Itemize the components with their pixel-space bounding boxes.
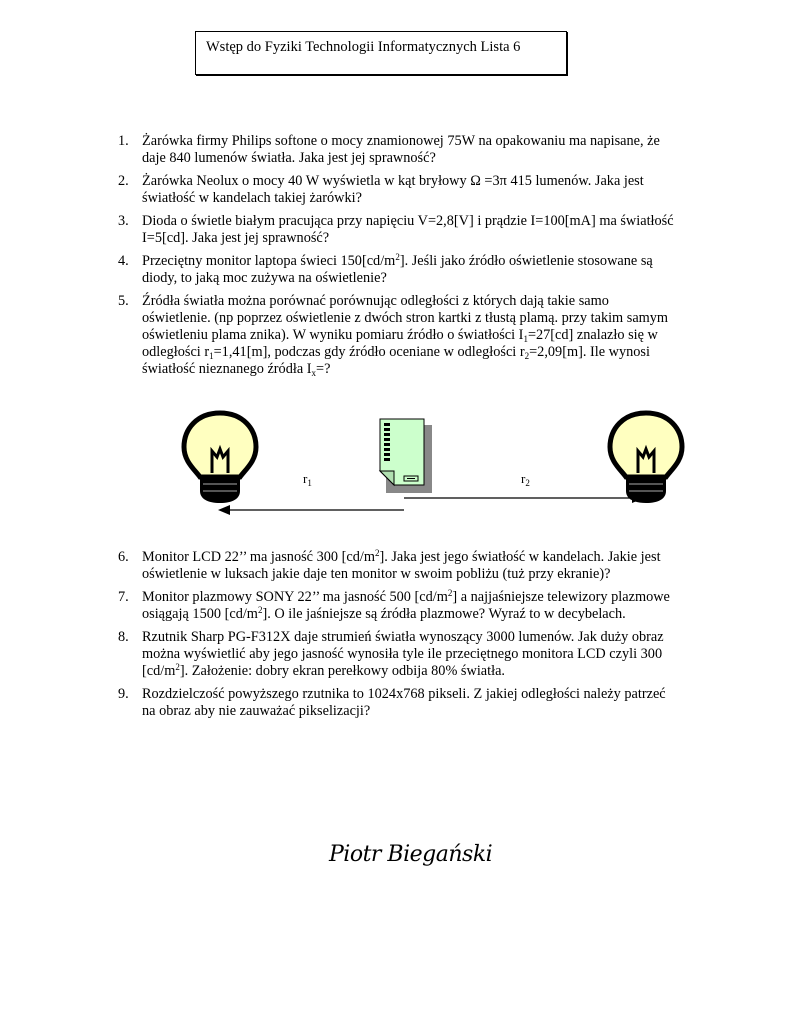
photometer-figure bbox=[170, 405, 690, 525]
item-number: 7. bbox=[118, 589, 129, 605]
item-text-cont: ] a najjaśniejsze telewizory plazmowe osiągają 1500 [cd/m bbox=[142, 589, 670, 622]
subscript: x bbox=[311, 368, 317, 378]
item-text: Przeciętny monitor laptopa świeci 150[cd/m bbox=[142, 253, 396, 269]
item-text-cont: =27[cd] znalazło się w odległości r bbox=[142, 327, 658, 360]
item-number: 2. bbox=[118, 173, 129, 189]
item-text-cont: =? bbox=[316, 361, 331, 377]
problem-item-8 bbox=[118, 629, 678, 680]
item-text-cont: =2,09[m]. Ile wynosi światłość nieznanego źródła I bbox=[142, 344, 650, 377]
subscript: 1 bbox=[209, 351, 214, 361]
item-number: 1. bbox=[118, 133, 129, 149]
distance-arrow-r1 bbox=[218, 505, 404, 515]
problem-item-1 bbox=[118, 133, 678, 167]
item-text: Monitor plazmowy SONY 22’’ ma jasność 500 [cd/m bbox=[142, 589, 448, 605]
item-text: Żarówka Neolux o mocy 40 W wyświetla w kąt bryłowy Ω =3π 415 lumenów. Jaka jest światłość w kandelach takiej żarówki? bbox=[142, 173, 644, 206]
item-text: Rozdzielczość powyższego rzutnika to 1024x768 pikseli. Z jakiej odległości należy patrzeć na obraz aby nie zauważać pikselizacji? bbox=[142, 686, 666, 719]
item-text: Źródła światła można porównać porównując odległości z których dają takie samo oświetlenie. (np poprzez oświetlenie z dwóch stron kartki z tłustą plamą. przy takim samym oświetleniu plama znika). W wyniku pomiaru źródło o światłości I bbox=[142, 293, 669, 343]
lightbulb-icon-right bbox=[610, 413, 682, 503]
item-number: 4. bbox=[118, 253, 129, 269]
problem-item-7 bbox=[118, 589, 678, 623]
distance-label-r1: $r_1$ bbox=[303, 471, 312, 488]
superscript: 2 bbox=[447, 588, 453, 598]
page-title: Wstęp do Fyziki Technologii Informatycznych Lista 6 bbox=[206, 39, 521, 55]
subscript: 2 bbox=[524, 351, 530, 361]
problem-item-9 bbox=[118, 686, 678, 720]
item-text: Żarówka firmy Philips softone o mocy znamionowej 75W na opakowaniu ma napisane, że daje 840 lumenów światła. Jaka jest jej sprawność? bbox=[142, 133, 660, 166]
superscript: 2 bbox=[175, 662, 180, 672]
item-text-cont: ]. Założenie: dobry ekran perełkowy odbija 80% światła. bbox=[179, 663, 506, 679]
subscript: 1 bbox=[523, 334, 528, 344]
superscript: 2 bbox=[257, 605, 263, 615]
author-signature: Piotr Biegański bbox=[329, 842, 493, 867]
problem-item-5 bbox=[118, 293, 678, 378]
item-number: 5. bbox=[118, 293, 129, 309]
item-number: 8. bbox=[118, 629, 129, 645]
item-number: 6. bbox=[118, 549, 129, 565]
item-text: Rzutnik Sharp PG-F312X daje strumień światła wynoszący 3000 lumenów. Jak duży obraz można wyświetlić aby jego jasność wynosiła tyle ile przeciętnego monitora LCD czyli 300 [cd/m bbox=[142, 629, 664, 679]
problem-item-3 bbox=[118, 213, 678, 247]
problem-item-4 bbox=[118, 253, 678, 287]
distance-arrow-r2 bbox=[404, 493, 644, 503]
item-text-cont: ]. O ile jaśniejsze są źródła plazmowe? Wyraź to w decybelach. bbox=[262, 606, 626, 622]
item-text-cont: =1,41[m], podczas gdy źródło oceniane w odległości r bbox=[213, 344, 525, 360]
superscript: 2 bbox=[374, 548, 380, 558]
header-box bbox=[195, 31, 567, 75]
figure-graphic bbox=[170, 405, 690, 525]
lightbulb-icon-left bbox=[184, 413, 256, 503]
problem-item-2 bbox=[118, 173, 678, 207]
item-text-cont: ]. Jaka jest jego światłość w kandelach. Jakie jest oświetlenie w luksach jakie daje ten monitor w swoim pobliżu (tuż przy ekranie)? bbox=[142, 549, 661, 582]
item-text: Monitor LCD 22’’ ma jasność 300 [cd/m bbox=[142, 549, 375, 565]
distance-label-r2: $r_2$ bbox=[521, 471, 530, 488]
problem-item-6 bbox=[118, 549, 678, 583]
item-text: Dioda o świetle białym pracująca przy napięciu V=2,8[V] i prądzie I=100[mA] ma światłość I=5[cd]. Jaka jest jej sprawność? bbox=[142, 213, 674, 246]
item-number: 9. bbox=[118, 686, 129, 702]
superscript: 2 bbox=[395, 252, 400, 262]
item-number: 3. bbox=[118, 213, 129, 229]
problem-list-bottom bbox=[118, 549, 678, 726]
problem-list-top bbox=[118, 133, 678, 384]
item-text-cont: ]. Jeśli jako źródło oświetlenie stosowane są diody, to jaką moc zużywa na oświetlenie? bbox=[142, 253, 653, 286]
paper-sheet-icon bbox=[380, 419, 432, 493]
